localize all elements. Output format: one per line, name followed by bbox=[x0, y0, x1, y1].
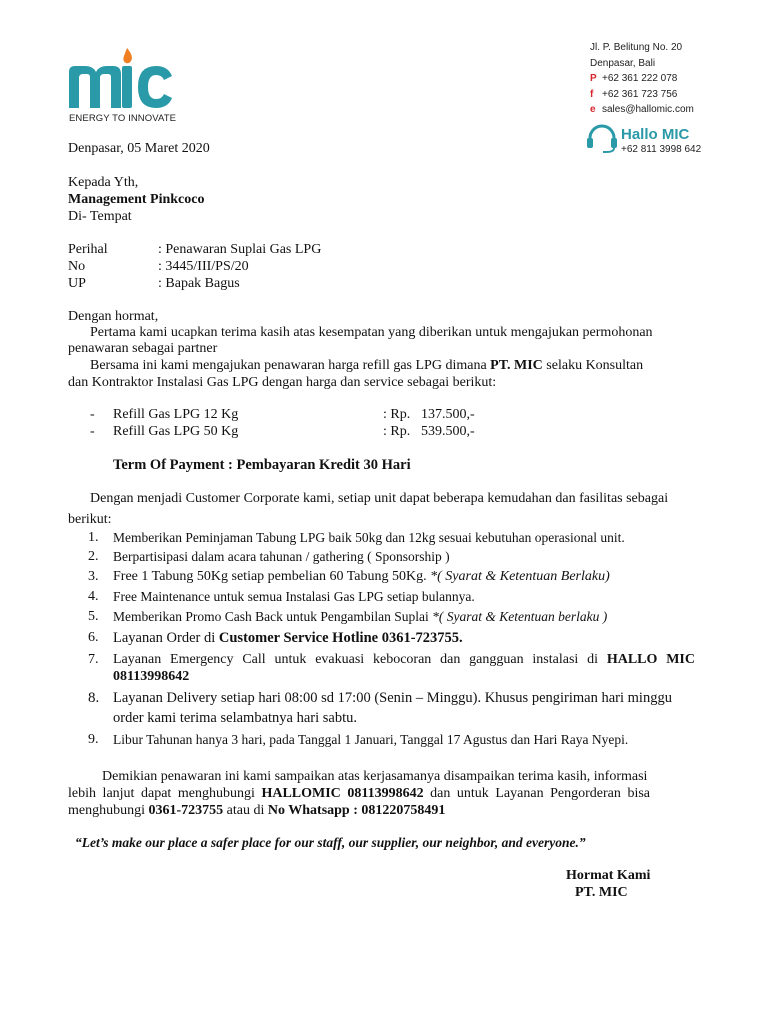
benefit-emergency-number: 08113998642 bbox=[113, 669, 190, 684]
meta-perihal-label: Perihal bbox=[68, 242, 108, 257]
closing-text: lebih lanjut dapat menghubungi bbox=[68, 786, 262, 801]
phone-number: +62 361 222 078 bbox=[602, 73, 678, 84]
price-currency: : Rp. bbox=[383, 424, 411, 439]
benefit-text: Layanan Delivery setiap hari 08:00 sd 17:00 (Senin – Minggu). Khusus pengiriman hari minggu bbox=[113, 690, 672, 706]
price-currency: : Rp. bbox=[383, 407, 411, 422]
fax-row bbox=[590, 87, 694, 103]
para3-line2: berikut: bbox=[68, 512, 112, 527]
price-bullet: - bbox=[90, 407, 95, 422]
signoff-line1: Hormat Kami bbox=[566, 868, 651, 883]
email-label: e bbox=[590, 104, 596, 115]
para3-line1: Dengan menjadi Customer Corporate kami, setiap unit dapat beberapa kemudahan dan fasilitas sebagai bbox=[90, 491, 669, 506]
benefit-text-line2: order kami terima selambatnya hari sabtu. bbox=[113, 710, 357, 726]
benefit-number: 4. bbox=[88, 589, 99, 604]
benefit-text: Berpartisipasi dalam acara tahunan / gathering ( Sponsorship ) bbox=[113, 549, 450, 564]
hallo-mic-number: +62 811 3998 642 bbox=[621, 144, 702, 155]
benefit-number: 9. bbox=[88, 732, 99, 747]
closing-hallomic: HALLOMIC 08113998642 bbox=[261, 786, 424, 801]
benefit-text: Layanan Emergency Call untuk evakuasi kebocoran dan gangguan instalasi di bbox=[113, 652, 607, 667]
hallo-mic-title: Hallo MIC bbox=[621, 126, 690, 143]
benefit-note: *( Syarat & Ketentuan Berlaku) bbox=[430, 569, 610, 584]
meta-no-label: No bbox=[68, 259, 86, 274]
company-motto: “Let’s make our place a safer place for our staff, our supplier, our neighbor, and everyone.” bbox=[75, 835, 586, 850]
benefit-text: Layanan Order di bbox=[113, 630, 219, 646]
phone-row bbox=[590, 71, 694, 87]
meta-up-value: : Bapak Bagus bbox=[158, 276, 240, 291]
benefit-number: 6. bbox=[88, 630, 99, 645]
para1-line2: penawaran sebagai partner bbox=[68, 341, 218, 356]
price-bullet: - bbox=[90, 424, 95, 439]
benefit-text: Free Maintenance untuk semua Instalasi Gas LPG setiap bulannya. bbox=[113, 589, 475, 604]
benefit-number: 7. bbox=[88, 652, 99, 667]
closing-whatsapp: No Whatsapp : 081220758491 bbox=[267, 803, 446, 818]
benefit-hotline: Customer Service Hotline 0361-723755. bbox=[218, 630, 463, 646]
benefit-number: 2. bbox=[88, 549, 99, 564]
benefit-number: 1. bbox=[88, 530, 99, 545]
meta-no-value: : 3445/III/PS/20 bbox=[158, 259, 249, 274]
closing-line1: Demikian penawaran ini kami sampaikan atas kerjasamanya disampaikan terima kasih, informasi bbox=[102, 769, 648, 784]
signoff-company: PT. MIC bbox=[575, 885, 628, 900]
letter-date: Denpasar, 05 Maret 2020 bbox=[68, 141, 210, 156]
benefit-text: Free 1 Tabung 50Kg setiap pembelian 60 Tabung 50Kg. bbox=[113, 569, 431, 584]
recipient-name: Management Pinkcoco bbox=[68, 192, 205, 207]
price-item: Refill Gas LPG 50 Kg bbox=[113, 424, 239, 439]
recipient-line-1: Kepada Yth, bbox=[68, 175, 139, 190]
benefit-note: *( Syarat & Ketentuan berlaku ) bbox=[432, 609, 608, 624]
mic-logo-icon bbox=[66, 46, 186, 116]
benefit-text-row bbox=[113, 652, 695, 668]
para2-company: PT. MIC bbox=[490, 358, 543, 373]
para2-text-c: selaku Konsultan bbox=[542, 358, 644, 373]
email-address[interactable]: sales@hallomic.com bbox=[602, 104, 694, 115]
benefit-number: 3. bbox=[88, 569, 99, 584]
fax-label: f bbox=[590, 88, 594, 100]
greeting: Dengan hormat, bbox=[68, 309, 159, 324]
address-line-1: Jl. P. Belitung No. 20 bbox=[590, 42, 683, 53]
contact-block bbox=[590, 40, 694, 118]
payment-terms: Term Of Payment : Pembayaran Kredit 30 Hari bbox=[113, 457, 411, 473]
closing-text: dan untuk Layanan Pengorderan bisa bbox=[423, 786, 650, 801]
benefit-text-row bbox=[113, 609, 607, 625]
benefit-number: 8. bbox=[88, 690, 100, 706]
benefit-text: Memberikan Peminjaman Tabung LPG baik 50kg dan 12kg sesuai kebutuhan operasional unit. bbox=[113, 530, 625, 545]
benefit-text: Libur Tahunan hanya 3 hari, pada Tanggal 1 Januari, Tanggal 17 Agustus dan Hari Raya Nyepi. bbox=[113, 732, 629, 747]
company-logo bbox=[66, 46, 186, 116]
closing-text: menghubungi bbox=[68, 803, 149, 818]
logo-tagline: ENERGY TO INNOVATE bbox=[69, 113, 177, 124]
meta-up-label: UP bbox=[68, 276, 86, 291]
price-amount: 539.500,- bbox=[421, 424, 475, 439]
closing-line2 bbox=[68, 786, 650, 802]
email-row bbox=[590, 102, 694, 118]
headset-icon bbox=[586, 124, 618, 159]
benefit-text-row bbox=[113, 630, 463, 647]
closing-text: atau di bbox=[223, 803, 268, 818]
price-amount: 137.500,- bbox=[421, 407, 475, 422]
price-item: Refill Gas LPG 12 Kg bbox=[113, 407, 239, 422]
meta-perihal-value: : Penawaran Suplai Gas LPG bbox=[158, 242, 322, 257]
para2-text-a: Bersama ini kami mengajukan penawaran harga refill gas LPG dimana bbox=[90, 358, 491, 373]
benefit-text-row bbox=[113, 569, 610, 585]
fax-number: +62 361 723 756 bbox=[602, 88, 678, 100]
recipient-line-3: Di- Tempat bbox=[68, 209, 132, 224]
address-line-2: Denpasar, Bali bbox=[590, 57, 656, 69]
benefit-number: 5. bbox=[88, 609, 99, 624]
para2-line1 bbox=[90, 358, 643, 374]
phone-label: P bbox=[590, 73, 597, 84]
benefit-text: Memberikan Promo Cash Back untuk Pengambilan Suplai bbox=[113, 609, 433, 624]
para2-line2: dan Kontraktor Instalasi Gas LPG dengan harga dan service sebagai berikut: bbox=[68, 375, 497, 390]
closing-phone: 0361-723755 bbox=[148, 803, 224, 818]
para1-line1: Pertama kami ucapkan terima kasih atas kesempatan yang diberikan untuk mengajukan permohonan bbox=[90, 325, 653, 340]
closing-line3 bbox=[68, 803, 445, 819]
benefit-emergency: HALLO MIC bbox=[606, 652, 695, 667]
